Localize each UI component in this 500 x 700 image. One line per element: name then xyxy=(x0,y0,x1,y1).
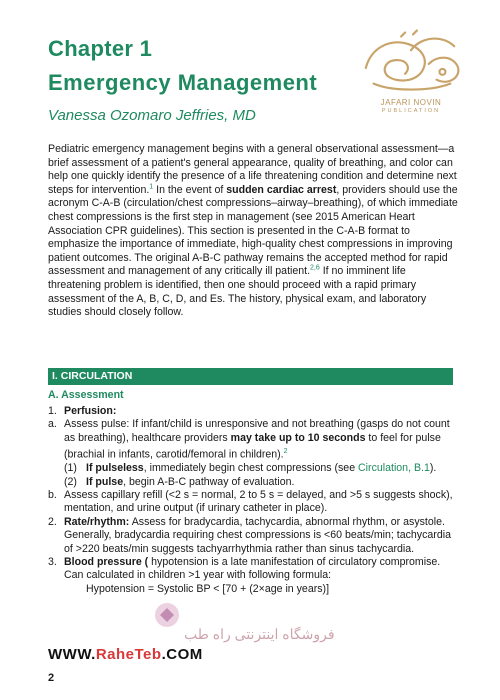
section-heading: I. CIRCULATION xyxy=(48,368,453,385)
subsection-heading: A. Assessment xyxy=(48,389,124,401)
list-item-text: If pulse, begin A-B-C pathway of evaluation. xyxy=(86,475,295,488)
list-item-label: Perfusion: xyxy=(64,405,117,417)
list-marker: (1) xyxy=(64,462,77,475)
list-item-text: Assess capillary refill (<2 s = normal, 2 to 5 s = delayed, and >5 s suggests shock), mentation, and urine output (if urinary catheter in place). xyxy=(64,488,453,515)
list-item xyxy=(48,418,458,462)
list-item xyxy=(48,476,458,489)
list-item xyxy=(48,489,458,516)
assessment-list xyxy=(48,405,458,596)
publisher-logo-icon xyxy=(352,28,470,98)
list-marker: 3. xyxy=(48,556,57,568)
list-marker: 2. xyxy=(48,515,57,528)
list-marker: b. xyxy=(48,488,57,501)
chapter-label: Chapter 1 xyxy=(48,36,153,61)
publisher-logo xyxy=(352,28,470,128)
list-item-text: Rate/rhythm: Assess for bradycardia, tachycardia, abnormal rhythm, or asystole. Generally, bradycardia requiring chest compressions is <60 beats/min; tachycardia of >220 beats/min suggests tachyarrhythmia rather than sinus tachycardia. xyxy=(64,515,451,555)
list-item xyxy=(48,462,458,475)
formula-row xyxy=(48,583,458,596)
intro-text-2: In the event of xyxy=(153,183,227,196)
list-marker: (2) xyxy=(64,475,77,488)
intro-text-4: If no imminent life threatening problem is identified, then one should proceed with a rapid primary assessment of the A, B, C, D, and Es. The history, physical exam, and laboratory studies should closely follow. xyxy=(48,265,427,319)
list-item xyxy=(48,556,458,583)
publisher-tagline: PUBLICATION xyxy=(381,108,441,114)
intro-bold-term: sudden cardiac arrest xyxy=(226,183,337,196)
chapter-title: Emergency Management xyxy=(48,70,318,95)
list-item-text: Blood pressure ( hypotension is a late manifestation of circulatory compromise. Can calculated in children >1 year with following formula: xyxy=(64,556,441,582)
watermark-url: WWW.RaheTeb.COM xyxy=(48,646,203,663)
watermark xyxy=(44,620,464,674)
list-marker: 1. xyxy=(48,405,57,417)
reference-1: 1 xyxy=(149,183,154,191)
list-marker: a. xyxy=(48,418,57,431)
list-item-text: Assess pulse: If infant/child is unresponsive and not breathing (gasps do not count as breathing), healthcare providers may take up to 10 seconds to feel for pulse (brachial in infants, carotid/femoral in children).$^2$ xyxy=(64,418,450,461)
list-item xyxy=(48,516,458,556)
watermark-persian-text: فروشگاه اینترنتی راه طب xyxy=(184,626,335,642)
intro-text-3: , providers should use the acronym C-A-B (circulation/chest compressions–airway–breathing), of which immediate chest compressions is the first step in management (see 2015 American Heart Association CPR guidelines). This section is presented in the C-A-B format to emphasize the importance of immediate, high-quality chest compressions in improving patient outcomes. The original A-B-C pathway remains the accepted method for rapid assessment and management of any critically ill patient. xyxy=(48,183,458,278)
author-name: Vanessa Ozomaro Jeffries, MD xyxy=(48,107,256,124)
page-number: 2 xyxy=(48,672,55,684)
intro-text-1: Pediatric emergency management begins with a general observational assessment—a brief assessment of a patient's general appearance, quality of breathing, and color can help one quickly identify the presence of a life threatening condition and determine next steps for intervention. xyxy=(48,143,457,196)
watermark-logo-icon xyxy=(152,600,182,630)
list-item xyxy=(48,405,458,418)
reference-2: 2,6 xyxy=(310,264,320,272)
intro-paragraph xyxy=(48,143,458,320)
publisher-name: JAFARI NOVIN xyxy=(380,98,442,107)
list-item-text: If pulseless, immediately begin chest compressions (see Circulation, B.1). xyxy=(86,462,437,475)
hypotension-formula: Hypotension = Systolic BP < [70 + (2×age in years)] xyxy=(86,582,330,595)
circulation-link[interactable]: Circulation, B.1 xyxy=(358,462,430,475)
